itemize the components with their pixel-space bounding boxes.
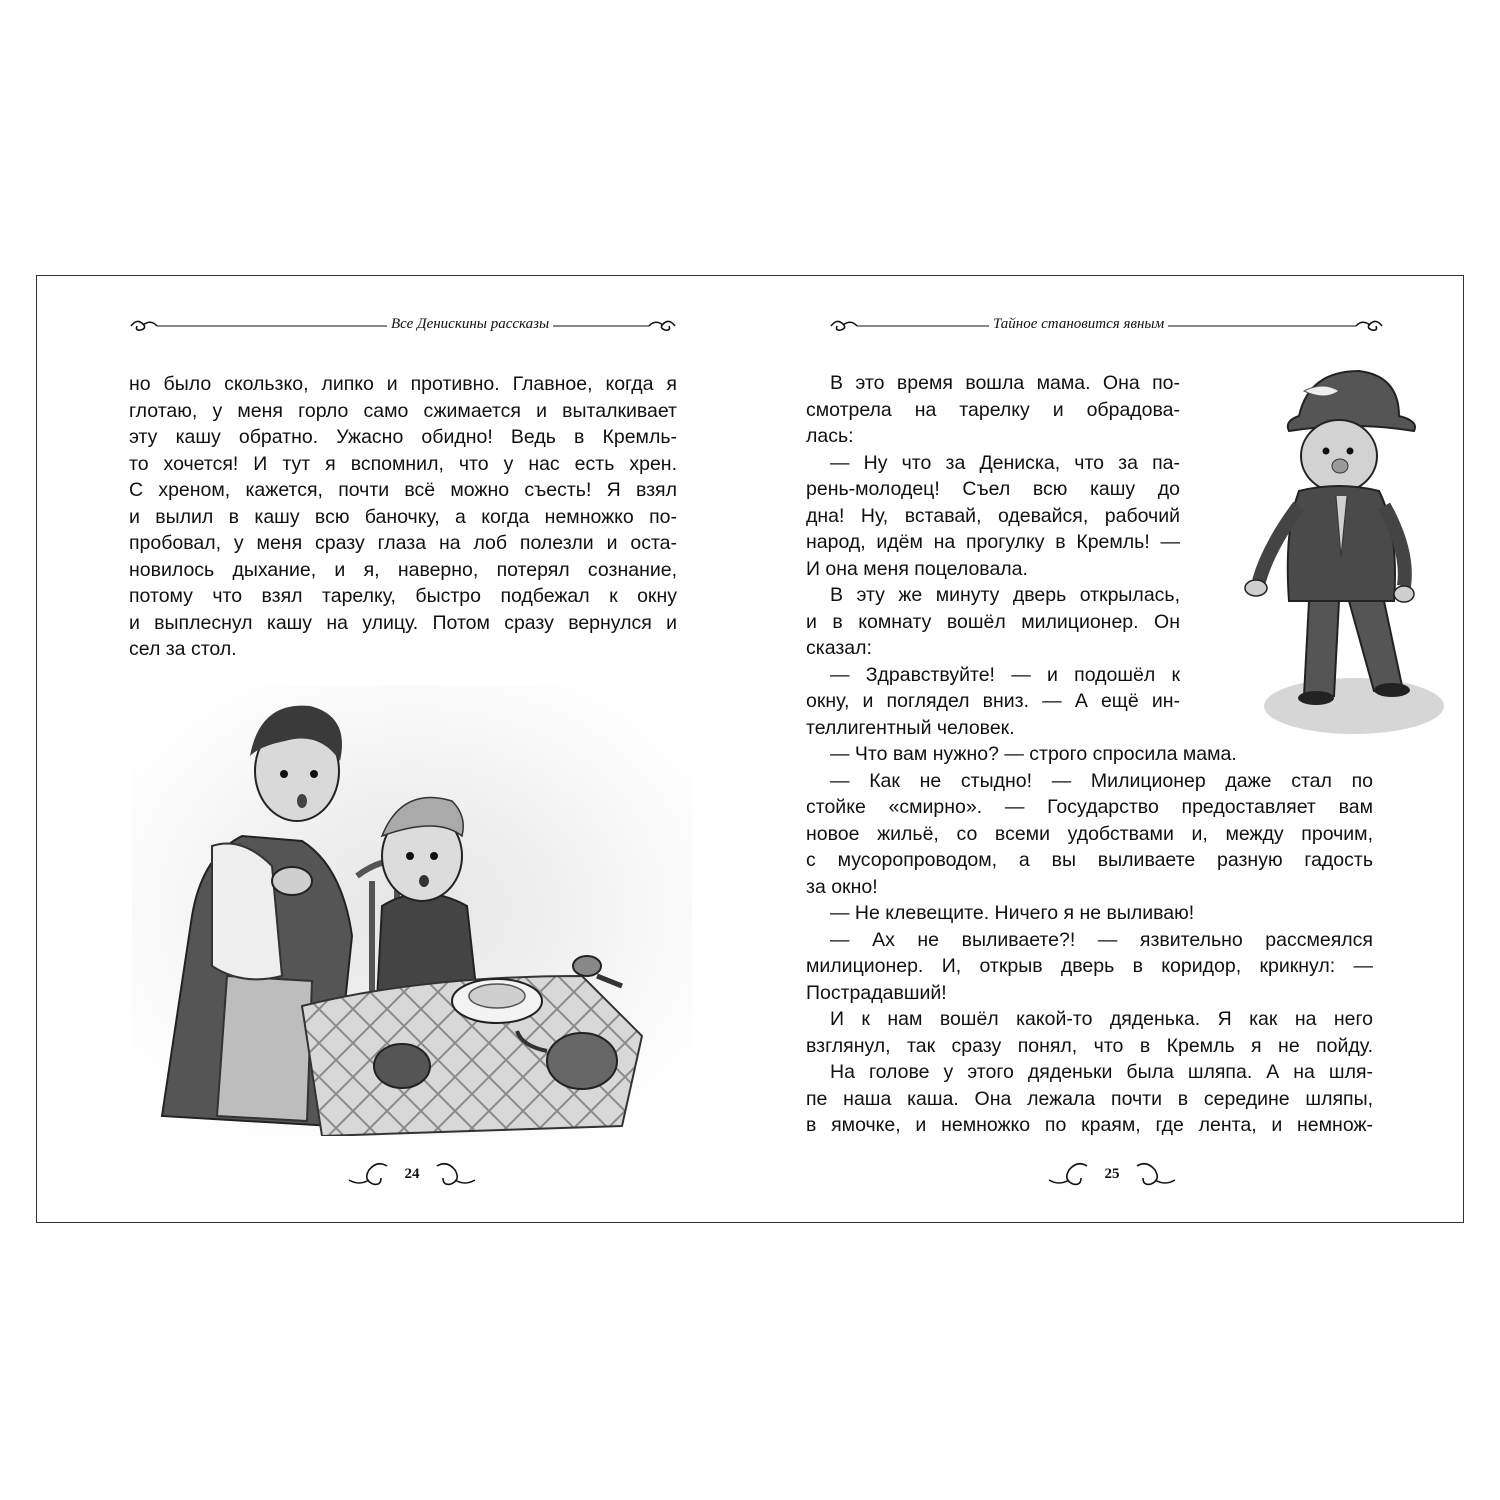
running-title: Тайное становится явным — [989, 316, 1168, 333]
text-line: рень-молодец! Съел всю кашу до — [806, 478, 1180, 500]
text-line: и выплеснул кашу на улицу. Потом сразу вернулся и — [129, 611, 677, 634]
text-line: лась: — [806, 425, 854, 447]
text-line: стойке «смирно». — Государство предоставляет вам — [806, 796, 1373, 818]
text-line: — Ах не выливаете?! — язвительно рассмеялся — [830, 928, 1373, 951]
text-line: И она меня поцеловала. — [806, 557, 1028, 580]
text-line: смотрела на тарелку и обрадова- — [806, 398, 1180, 421]
mother-and-boy-illustration — [132, 686, 692, 1136]
text-line: С хреном, кажется, почти всё можно съесть! Я взял — [129, 479, 677, 501]
text-line: пе наша каша. Она лежала почти в середине шляпы, — [806, 1087, 1373, 1110]
right-running-head — [829, 314, 1384, 338]
text-line: — Не клевещите. Ничего я не выливаю! — [830, 902, 1195, 924]
text-line: На голове у этого дяденьки была шляпа. А на шля- — [830, 1061, 1373, 1083]
text-line: народ, идём на прогулку в Кремль! — — [806, 531, 1180, 553]
page-number: 24 — [404, 1166, 420, 1182]
text-line: сел за стол. — [129, 638, 237, 660]
left-folio — [347, 1158, 477, 1194]
right-folio — [1047, 1158, 1177, 1194]
text-line: с мусоропроводом, а вы выливаете разную гадость — [806, 849, 1373, 871]
text-line: глотаю, у меня горло само сжимается и выталкивает — [129, 399, 677, 422]
running-title: Все Денискины рассказы — [387, 316, 553, 333]
text-line: новое жильё, со всеми удобствами и, между прочим, — [806, 822, 1373, 845]
left-running-head — [129, 314, 677, 338]
text-line: и в комнату вошёл милиционер. Он — [806, 610, 1180, 633]
text-line: потому что взял тарелку, быстро подбежал к окну — [129, 585, 677, 607]
text-line: — Что вам нужно? — строго спросила мама. — [830, 743, 1237, 765]
text-line: сказал: — [806, 637, 872, 659]
text-line: В это время вошла мама. Она по- — [830, 372, 1180, 394]
text-line: — Ну что за Дениска, что за па- — [830, 451, 1180, 474]
page-number: 25 — [1104, 1166, 1120, 1182]
text-line: в ямочке, и немножко по краям, где лента, и немнож- — [806, 1114, 1373, 1136]
text-line: окну, и поглядел вниз. — А ещё ин- — [806, 690, 1180, 712]
text-line: милиционер. И, открыв дверь в коридор, крикнул: — — [806, 955, 1373, 977]
text-line: пробовал, у меня сразу глаза на лоб полезли и оста- — [129, 532, 677, 554]
text-line: новилось дыхание, и я, наверно, потерял сознание, — [129, 558, 677, 581]
text-line: взглянул, так сразу понял, что в Кремль я не пойду. — [806, 1034, 1373, 1057]
text-line: за окно! — [806, 875, 878, 898]
text-line: дна! Ну, вставай, одевайся, рабочий — [806, 504, 1180, 527]
text-line: и вылил в кашу всю баночку, а когда немножко по- — [129, 505, 677, 528]
text-line: то хочется! И тут я вспомнил, что у нас есть хрен. — [129, 452, 677, 475]
text-line: но было скользко, липко и противно. Главное, когда я — [129, 373, 677, 395]
left-page — [37, 276, 749, 1222]
right-body-text — [806, 370, 1373, 1139]
text-line: Пострадавший! — [806, 981, 947, 1004]
text-line: — Здравствуйте! — и подошёл к — [830, 663, 1180, 686]
text-line: теллигентный человек. — [806, 716, 1015, 739]
text-line: — Как не стыдно! — Милиционер даже стал по — [830, 769, 1373, 792]
text-line: В эту же минуту дверь открылась, — [830, 584, 1180, 606]
left-body-text — [129, 371, 677, 663]
text-line: эту кашу обратно. Ужасно обидно! Ведь в Кремль- — [129, 426, 677, 448]
text-line: И к нам вошёл какой-то дяденька. Я как на него — [830, 1008, 1373, 1030]
